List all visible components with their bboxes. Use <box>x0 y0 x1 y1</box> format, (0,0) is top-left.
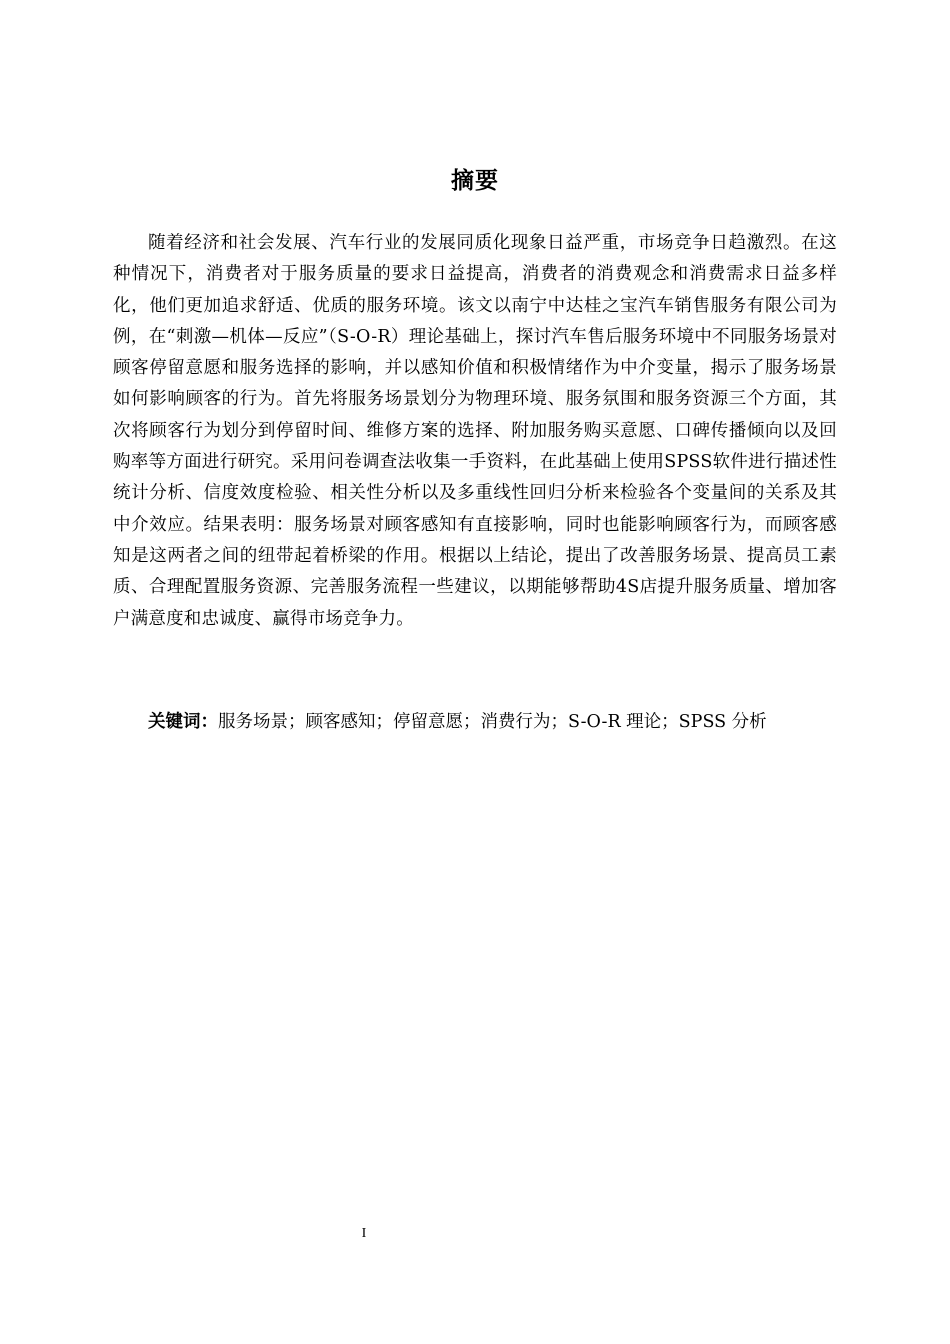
page-number: I <box>361 1226 367 1241</box>
keywords-label: 关键词： <box>148 712 218 732</box>
keywords-line <box>113 707 837 738</box>
keywords-text: 服务场景；顾客感知；停留意愿；消费行为；S-O-R 理论；SPSS 分析 <box>218 712 767 732</box>
page-title: 摘要 <box>451 168 499 194</box>
abstract-paragraph: 随着经济和社会发展、汽车行业的发展同质化现象日益严重，市场竞争日趋激烈。在这种情况下，消费者对于服务质量的要求日益提高，消费者的消费观念和消费需求日益多样化，他们更加追求舒适、优质的服务环境。该文以南宁中达桂之宝汽车销售服务有限公司为例，在“刺激—机体—反应”（S-O-R）理论基础上，探讨汽车售后服务环境中不同服务场景对顾客停留意愿和服务选择的影响，并以感知价值和积极情绪作为中介变量，揭示了服务场景如何影响顾客的行为。首先将服务场景划分为物理环境、服务氛围和服务资源三个方面，其次将顾客行为划分到停留时间、维修方案的选择、附加服务购买意愿、口碑传播倾向以及回购率等方面进行研究。采用问卷调查法收集一手资料，在此基础上使用SPSS软件进行描述性统计分析、信度效度检验、相关性分析以及多重线性回归分析来检验各个变量间的关系及其中介效应。结果表明：服务场景对顾客感知有直接影响，同时也能影响顾客行为，而顾客感知是这两者之间的纽带起着桥梁的作用。根据以上结论，提出了改善服务场景、提高员工素质、合理配置服务资源、完善服务流程一些建议，以期能够帮助4S店提升服务质量、增加客户满意度和忠诚度、赢得市场竞争力。 <box>113 233 837 629</box>
